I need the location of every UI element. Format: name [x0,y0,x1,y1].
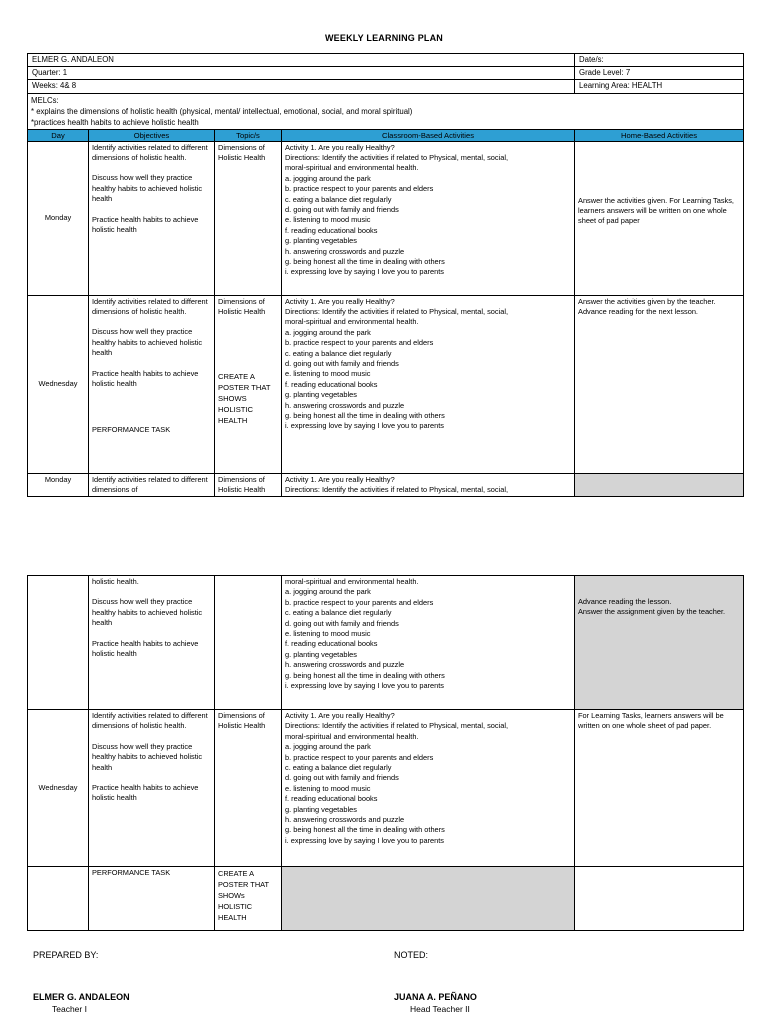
activity-item: g. being honest all the time in dealing with others [285,257,445,267]
objective: Identify activities related to different dimensions of holistic health. [92,142,208,163]
day-cell: Monday [28,141,89,295]
home-activity: Advance reading the lesson. [578,597,672,606]
col-home: Home-Based Activities [575,129,744,141]
activity-item: i. expressing love by saying I love you to parents [285,835,444,845]
activity-item: i. expressing love by saying I love you to parents [285,267,444,277]
activity-cell [282,710,575,867]
activity-item: b. practice respect to your parents and elders [285,752,434,762]
topic-cell: Dimensions of Holistic Health [215,710,282,867]
activity-item: e. listening to mood music [285,369,371,379]
weeks-field: Weeks: 4& 8 [28,80,575,93]
activity-directions-cont: moral-spiritual and environmental health. [285,317,419,327]
objectives-cell [89,141,215,295]
activity-item: b. practice respect to your parents and elders [285,184,434,194]
dates-field: Date/s: [575,54,744,67]
day-cell: Wednesday [28,710,89,867]
activity-item: i. expressing love by saying I love you to parents [285,421,444,431]
performance-task-label: PERFORMANCE TASK [92,425,171,435]
day-cell [28,576,89,710]
objectives-cell [89,295,215,473]
objectives-cell: Identify activities related to different dimensions of [89,473,215,497]
objectives-cell [89,710,215,867]
activity-cell [282,473,575,497]
noted-name: JUANA A. PEÑANO [394,992,477,1002]
activity-item: e. listening to mood music [285,629,371,639]
activity-item: c. eating a balance diet regularly [285,348,392,358]
poster-task: CREATE A POSTER THAT SHOWs HOLISTIC HEALTH [215,867,282,931]
col-day: Day [28,129,89,141]
lesson-plan-table-bottom [27,575,744,931]
topic-cell: Dimensions of Holistic Health [215,473,282,497]
poster-task: CREATE A POSTER THAT SHOWS HOLISTIC HEALTH [218,372,271,426]
activity-item: g. planting vegetables [285,804,357,814]
home-cell [575,473,744,497]
home-cell: For Learning Tasks, learners answers will be written on one whole sheet of pad paper. [575,710,744,867]
activity-directions-cont: moral-spiritual and environmental health. [285,163,419,173]
activity-cell [282,295,575,473]
table-row [28,295,744,473]
activity-item: b. practice respect to your parents and elders [285,338,434,348]
activity-item: e. listening to mood music [285,783,371,793]
home-cell [575,576,744,710]
home-cell [575,295,744,473]
home-activity: Answer the activities given by the teacher. [578,296,716,306]
objective: Identify activities related to different dimensions of holistic health. [92,711,208,731]
day-cell: Wednesday [28,295,89,473]
home-activity: Answer the assignment given by the teacher. [578,607,726,617]
activity-item: g. being honest all the time in dealing with others [285,670,445,680]
activity-cell [282,141,575,295]
activity-directions-cont: moral-spiritual and environmental health. [285,577,419,586]
prepared-name: ELMER G. ANDALEON [33,992,130,1002]
objective: Practice health habits to achieve holistic health [92,783,199,803]
table-row [28,576,744,710]
table-row [28,473,744,497]
table-row [28,710,744,867]
col-classroom: Classroom-Based Activities [282,129,575,141]
grade-level-field: Grade Level: 7 [575,67,744,80]
table-row [28,867,744,931]
teacher-name: ELMER G. ANDALEON [28,54,575,67]
noted-role: Head Teacher II [410,1004,470,1014]
objective: Discuss how well they practice healthy habits to achieved holistic health [92,597,203,628]
prepared-by-label: PREPARED BY: [33,950,99,960]
objective: Discuss how well they practice healthy habits to achieved holistic health [92,741,203,772]
melcs-label: MELCs: [31,95,59,105]
activity-item: e. listening to mood music [285,215,371,225]
activity-item: a. jogging around the park [285,742,371,752]
activity-item: a. jogging around the park [285,587,371,597]
activity-item: g. being honest all the time in dealing with others [285,411,445,421]
activity-directions: Directions: Identify the activities if related to Physical, mental, social, [285,307,509,317]
activity-item: i. expressing love by saying I love you to parents [285,681,444,691]
topic-cell [215,295,282,473]
objective: holistic health. [92,577,139,586]
activity-item: f. reading educational books [285,379,378,389]
activity-item: f. reading educational books [285,794,378,804]
day-cell [28,867,89,931]
activity-item: d. going out with family and friends [285,205,399,215]
melcs-section [28,93,744,129]
prepared-role: Teacher I [52,1004,87,1014]
objectives-cell [89,576,215,710]
activity-item: g. planting vegetables [285,236,357,246]
activity-cell [282,867,575,931]
activity-item: d. going out with family and friends [285,773,399,783]
activity-title: Activity 1. Are you really Healthy? [285,142,395,152]
activity-item: f. reading educational books [285,639,378,649]
learning-area-field: Learning Area: HEALTH [575,80,744,93]
noted-label: NOTED: [394,950,429,960]
activity-item: c. eating a balance diet regularly [285,763,392,773]
melc-item-2: *practices health habits to achieve holistic health [31,117,199,127]
home-activity: Advance reading for the next lesson. [578,307,698,317]
objective: Identify activities related to different dimensions of holistic health. [92,296,208,317]
activity-item: d. going out with family and friends [285,618,399,628]
objective: Practice health habits to achieve holistic health [92,214,199,235]
quarter-field: Quarter: 1 [28,67,575,80]
activity-item: d. going out with family and friends [285,359,399,369]
topic-text: Dimensions of Holistic Health [218,296,266,317]
activity-item: g. planting vegetables [285,649,357,659]
activity-directions: Directions: Identify the activities if related to Physical, mental, social, [285,153,509,163]
activity-item: h. answering crosswords and puzzle [285,815,405,825]
activity-item: f. reading educational books [285,225,378,235]
lesson-plan-table-top [27,53,744,497]
melc-item-1: * explains the dimensions of holistic health (physical, mental/ intellectual, emotional, social, and moral spiritual) [31,106,413,116]
objective: Practice health habits to achieve holistic health [92,638,199,659]
activity-item: c. eating a balance diet regularly [285,608,392,618]
topic-cell: Dimensions of Holistic Health [215,141,282,295]
table-row [28,141,744,295]
objective: Practice health habits to achieve holistic health [92,368,199,389]
document-title: WEEKLY LEARNING PLAN [324,33,443,43]
activity-item: g. being honest all the time in dealing with others [285,825,445,835]
activity-title: Activity 1. Are you really Healthy? [285,711,395,720]
col-objectives: Objectives [89,129,215,141]
activity-cell [282,576,575,710]
objective: Discuss how well they practice healthy habits to achieved holistic health [92,327,203,358]
activity-directions: Directions: Identify the activities if related to Physical, mental, social, [285,721,509,731]
topic-cell [215,576,282,710]
activity-item: a. jogging around the park [285,327,371,337]
activity-item: h. answering crosswords and puzzle [285,246,405,256]
activity-item: g. planting vegetables [285,390,357,400]
activity-title: Activity 1. Are you really Healthy? [285,474,395,484]
activity-item: c. eating a balance diet regularly [285,194,392,204]
day-cell: Monday [28,473,89,497]
activity-directions: Directions: Identify the activities if related to Physical, mental, social, [285,485,509,495]
home-cell [575,867,744,931]
activity-title: Activity 1. Are you really Healthy? [285,296,395,306]
home-activity: Answer the activities given. For Learning Tasks, learners answers will be written on one whole sheet of pad paper [578,195,734,226]
activity-item: b. practice respect to your parents and elders [285,597,434,607]
activity-item: a. jogging around the park [285,173,371,183]
activity-item: h. answering crosswords and puzzle [285,660,405,670]
activity-item: h. answering crosswords and puzzle [285,400,405,410]
activity-directions-cont: moral-spiritual and environmental health. [285,731,419,741]
col-topics: Topic/s [215,129,282,141]
performance-task-label: PERFORMANCE TASK [89,867,215,931]
objective: Discuss how well they practice healthy habits to achieved holistic health [92,173,203,204]
home-cell [575,141,744,295]
